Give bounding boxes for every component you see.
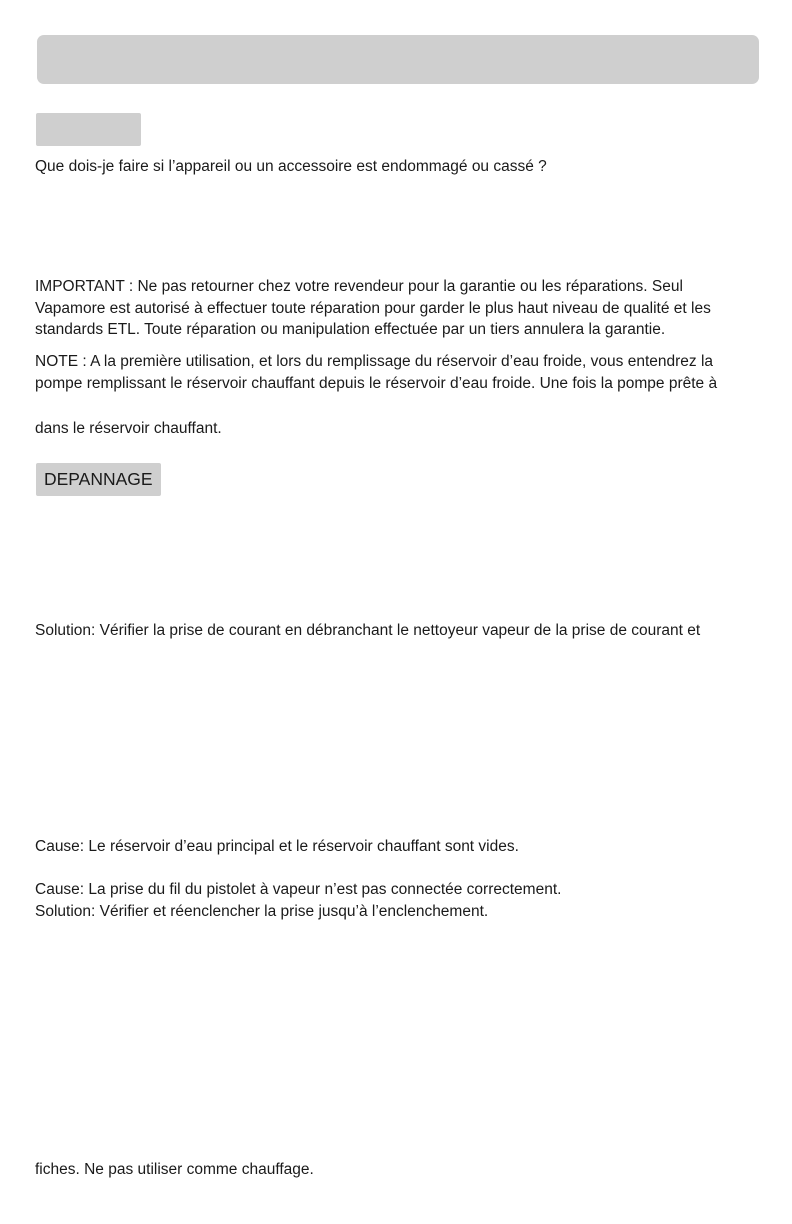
header-bar [37,35,759,84]
faq-label-box [36,113,141,146]
troubleshooting-title: DEPANNAGE [36,463,161,496]
important-line-2: Vapamore est autorisé à effectuer toute réparation pour garder le plus haut niveau de qualité et les [35,300,711,317]
solution-power-outlet: Solution: Vérifier la prise de courant en débranchant le nettoyeur vapeur de la prise de courant et [35,622,701,639]
faq-question: Que dois-je faire si l’appareil ou un accessoire est endommagé ou cassé ? [35,158,547,175]
note-line-3: dans le réservoir chauffant. [35,420,222,437]
solution-reconnect-plug: Solution: Vérifier et réenclencher la prise jusqu’à l’enclenchement. [35,903,489,920]
cause-gun-plug: Cause: La prise du fil du pistolet à vapeur n’est pas connectée correctement. [35,881,562,898]
note-line-1: NOTE : A la première utilisation, et lors du remplissage du réservoir d’eau froide, vous entendrez la [35,353,714,370]
note-line-2: pompe remplissant le réservoir chauffant depuis le réservoir d’eau froide. Une fois la pompe prête à [35,375,718,392]
cause-empty-tanks: Cause: Le réservoir d’eau principal et le réservoir chauffant sont vides. [35,838,519,855]
important-line-1: IMPORTANT : Ne pas retourner chez votre revendeur pour la garantie ou les réparations. Seul [35,278,683,295]
important-line-3: standards ETL. Toute réparation ou manipulation effectuée par un tiers annulera la garantie. [35,321,666,338]
footer-text: fiches. Ne pas utiliser comme chauffage. [35,1161,314,1178]
